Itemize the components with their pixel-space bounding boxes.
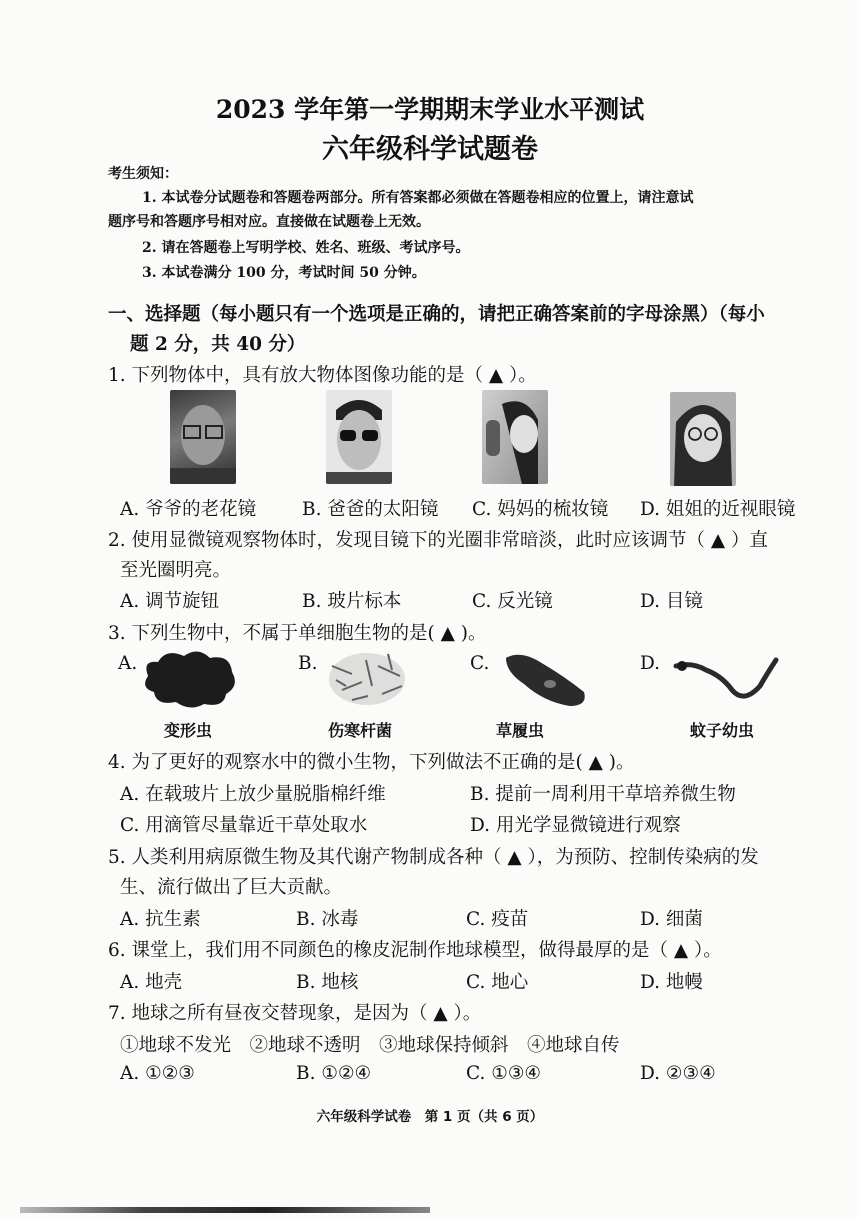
question-2-stem-b: 至光圈明亮。 <box>120 560 232 581</box>
q5-option-a: A. 抗生素 <box>120 909 201 930</box>
question-1-stem: 1. 下列物体中，具有放大物体图像功能的是（ ▲ ）。 <box>108 365 537 386</box>
q2-option-a: A. 调节旋钮 <box>120 591 220 612</box>
q6-option-c: C. 地心 <box>466 972 529 993</box>
grandpa-face-icon <box>170 390 236 484</box>
q3-letter-c: C. <box>470 653 490 674</box>
exam-title: 2023 学年第一学期期末学业水平测试 <box>215 95 645 124</box>
paper-title: 六年级科学试题卷 <box>322 134 538 165</box>
q3-caption-b: 伤寒杆菌 <box>328 721 393 740</box>
sister-myopia-glasses-photo <box>670 392 736 486</box>
scan-edge-divider <box>20 1207 430 1213</box>
q5-option-c: C. 疫苗 <box>466 909 529 930</box>
q4-option-a: A. 在载玻片上放少量脱脂棉纤维 <box>120 784 386 805</box>
woman-face-icon <box>482 390 548 484</box>
q3-caption-d: 蚊子幼虫 <box>690 721 755 740</box>
q4-option-c: C. 用滴管尽量靠近干草处取水 <box>120 815 368 836</box>
notice-heading: 考生须知： <box>108 166 178 182</box>
father-sunglasses-photo <box>326 390 392 484</box>
q4-option-b: B. 提前一周利用干草培养微生物 <box>470 784 736 805</box>
section-heading-b: 题 2 分，共 40 分） <box>130 334 306 355</box>
notice-item-1a: 1. 本试卷分试题卷和答题卷两部分。所有答案都必须做在答题卷相应的位置上，请注意试 <box>142 190 694 206</box>
question-5-stem-a: 5. 人类利用病原微生物及其代谢产物制成各种（ ▲ ），为预防、控制传染病的发 <box>108 847 759 868</box>
girl-glasses-face-icon <box>670 392 736 486</box>
question-7-stem: 7. 地球之所有昼夜交替现象，是因为（ ▲ ）。 <box>108 1003 482 1024</box>
mother-mirror-photo <box>482 390 548 484</box>
sunglasses-face-icon <box>326 390 392 484</box>
q1-option-d: D. 姐姐的近视眼镜 <box>640 499 796 520</box>
q2-option-d: D. 目镜 <box>640 591 703 612</box>
question-5-stem-b: 生、流行做出了巨大贡献。 <box>120 877 343 898</box>
q6-option-a: A. 地壳 <box>120 972 183 993</box>
q1-option-c: C. 妈妈的梳妆镜 <box>472 499 609 520</box>
q3-caption-a: 变形虫 <box>164 721 213 740</box>
q5-option-b: B. 冰毒 <box>296 909 359 930</box>
typhoid-bacillus-icon <box>322 646 412 712</box>
question-3-stem: 3. 下列生物中，不属于单细胞生物的是( ▲ )。 <box>108 623 487 644</box>
q7-statements: ①地球不发光 ②地球不透明 ③地球保持倾斜 ④地球自传 <box>120 1035 620 1056</box>
q3-caption-c: 草履虫 <box>496 721 545 740</box>
q6-option-d: D. 地幔 <box>640 972 703 993</box>
section-heading-a: 一、选择题（每小题只有一个选项是正确的，请把正确答案前的字母涂黑）（每小 <box>108 304 765 325</box>
q1-option-a: A. 爷爷的老花镜 <box>120 499 257 520</box>
question-2-stem-a: 2. 使用显微镜观察物体时，发现目镜下的光圈非常暗淡，此时应该调节（ ▲ ）直 <box>108 530 769 551</box>
q4-option-d: D. 用光学显微镜进行观察 <box>470 815 681 836</box>
q3-letter-a: A. <box>118 653 138 674</box>
question-6-stem: 6. 课堂上，我们用不同颜色的橡皮泥制作地球模型，做得最厚的是（ ▲ ）。 <box>108 940 722 961</box>
question-4-stem: 4. 为了更好的观察水中的微小生物，下列做法不正确的是( ▲ )。 <box>108 752 635 773</box>
notice-item-3: 3. 本试卷满分 100 分，考试时间 50 分钟。 <box>142 265 426 281</box>
notice-item-2: 2. 请在答题卷上写明学校、姓名、班级、考试序号。 <box>142 240 470 256</box>
q7-option-a: A. ①②③ <box>120 1063 195 1084</box>
q3-letter-b: B. <box>298 653 318 674</box>
q7-option-b: B. ①②④ <box>296 1063 372 1084</box>
page-footer: 六年级科学试卷 第 1 页（共 6 页） <box>316 1109 544 1125</box>
q2-option-b: B. 玻片标本 <box>302 591 402 612</box>
q2-option-c: C. 反光镜 <box>472 591 553 612</box>
amoeba-icon <box>140 646 240 712</box>
notice-item-1b: 题序号和答题序号相对应。直接做在试题卷上无效。 <box>108 214 430 230</box>
q6-option-b: B. 地核 <box>296 972 359 993</box>
paramecium-icon <box>500 646 590 712</box>
q7-option-d: D. ②③④ <box>640 1063 716 1084</box>
q7-option-c: C. ①③④ <box>466 1063 542 1084</box>
q5-option-d: D. 细菌 <box>640 909 703 930</box>
mosquito-larva-icon <box>672 646 782 712</box>
grandpa-reading-glasses-photo <box>170 390 236 484</box>
q1-option-b: B. 爸爸的太阳镜 <box>302 499 439 520</box>
q3-letter-d: D. <box>640 653 661 674</box>
